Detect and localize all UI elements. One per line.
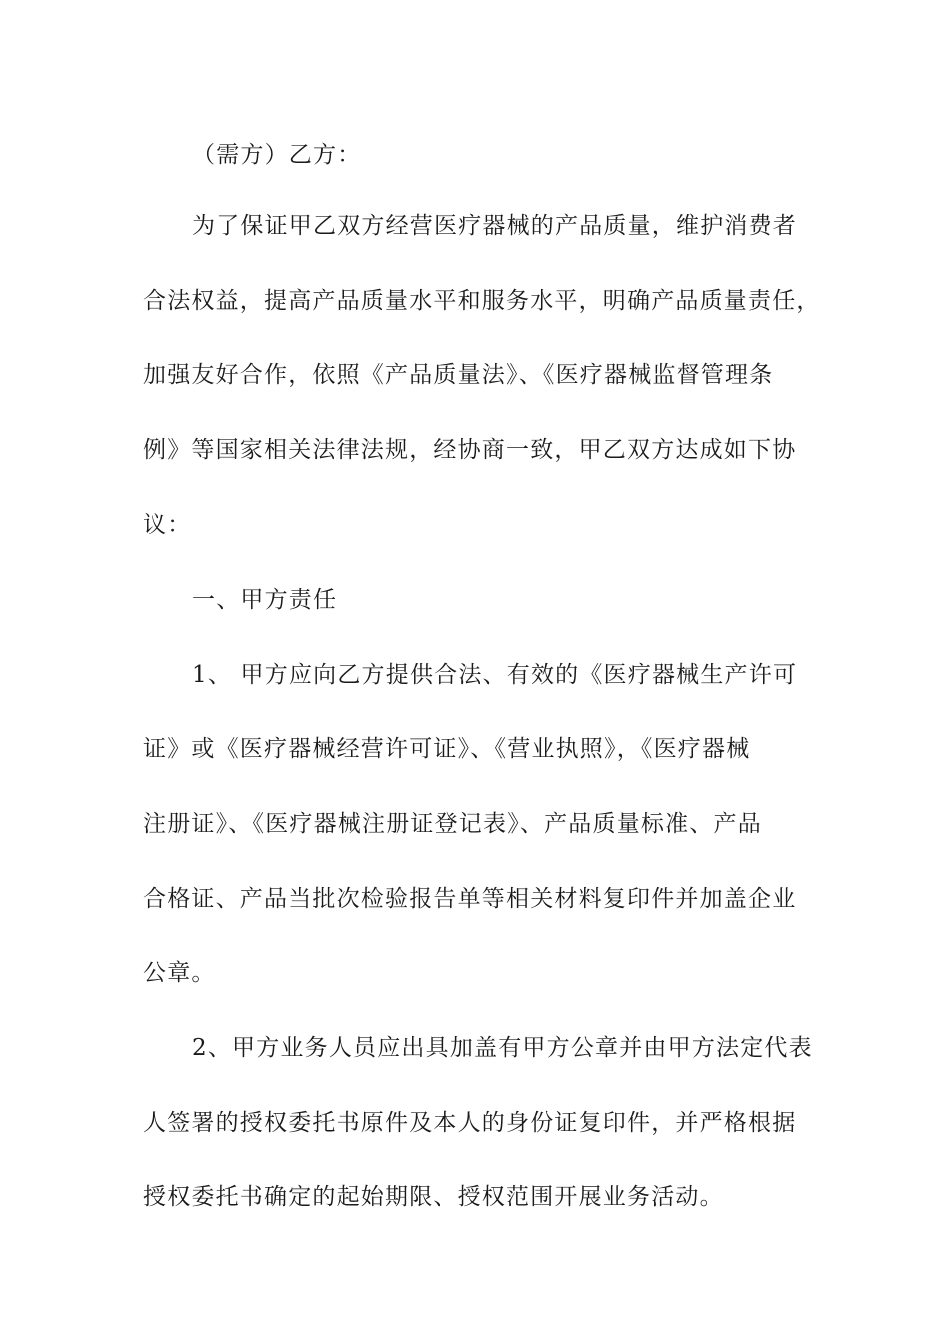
party-b-label: （需方）乙方： [192, 142, 362, 168]
clause-line: 1、 甲方应向乙方提供合法、有效的《医疗器械生产许可 [192, 662, 798, 688]
paragraph-line: 例》等国家相关法律法规，经协商一致，甲乙双方达成如下协 [143, 437, 797, 463]
clause-line: 证》或《医疗器械经营许可证》、《营业执照》，《医疗器械 [143, 736, 751, 762]
paragraph-line: 为了保证甲乙双方经营医疗器械的产品质量，维护消费者 [192, 213, 797, 239]
clause-line: 合格证、产品当批次检验报告单等相关材料复印件并加盖企业 [143, 886, 797, 912]
paragraph-line: 议： [143, 512, 192, 538]
clause-line: 授权委托书确定的起始期限、授权范围开展业务活动。 [143, 1184, 724, 1210]
paragraph-line: 加强友好合作，依照《产品质量法》、《医疗器械监督管理条 [143, 362, 774, 388]
section-heading: 一、甲方责任 [192, 587, 338, 613]
clause-line: 公章。 [143, 960, 216, 986]
clause-line: 人签署的授权委托书原件及本人的身份证复印件，并严格根据 [143, 1110, 797, 1136]
paragraph-line: 合法权益，提高产品质量水平和服务水平，明确产品质量责任， [143, 288, 821, 314]
clause-line: 2、甲方业务人员应出具加盖有甲方公章并由甲方法定代表 [192, 1035, 813, 1061]
clause-line: 注册证》、《医疗器械注册证登记表》、产品质量标准、产品 [143, 811, 762, 837]
